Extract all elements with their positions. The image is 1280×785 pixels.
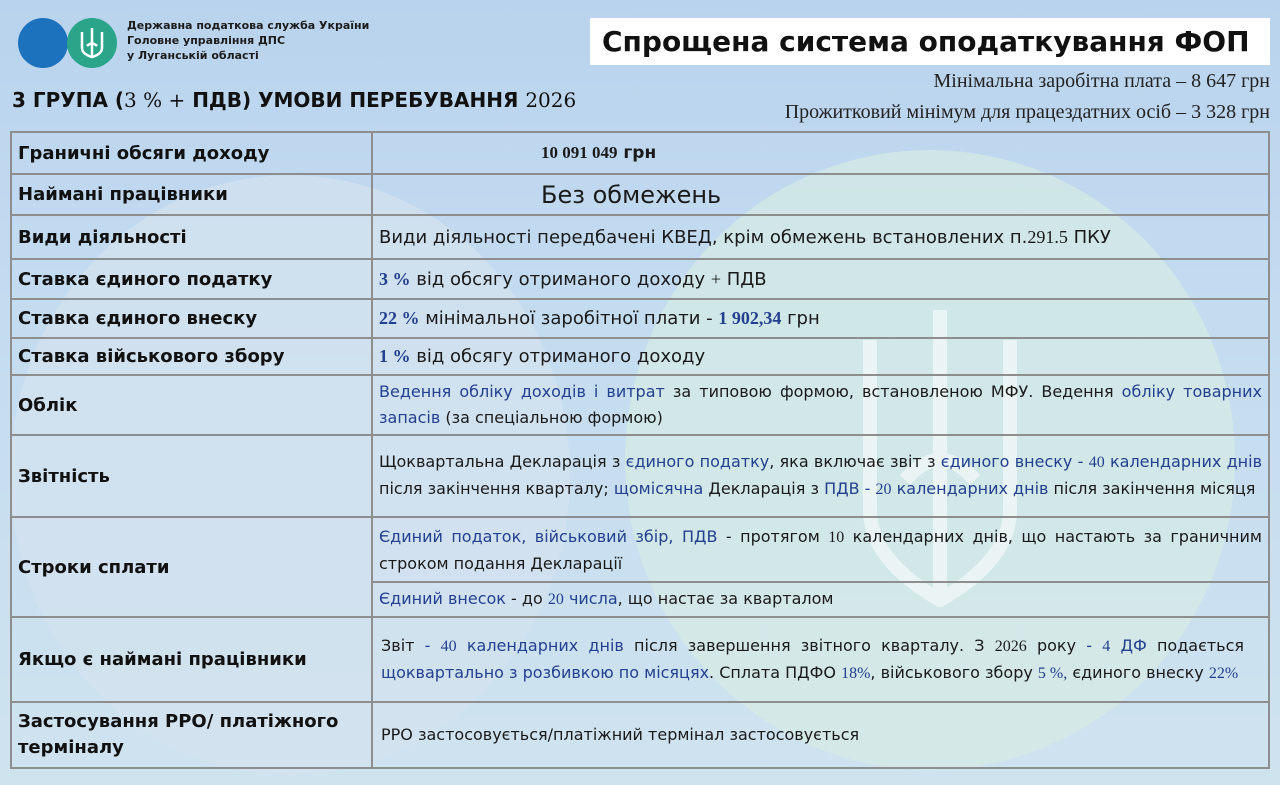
employees-text: після завершення звітного кварталу. З (623, 635, 995, 655)
activity-text: Види діяльності передбачені КВЕД, крім обмежень встановлених п. (379, 226, 1028, 248)
table-row (11, 702, 1269, 768)
row-label: Ставка військового збору (11, 338, 372, 375)
single-tax-rate: 3 % (379, 268, 411, 289)
table-row (11, 517, 1269, 582)
single-contribution-tail: грн (781, 308, 820, 329)
payment-value-1 (372, 517, 1269, 582)
row-label: Застосування РРО/ платіжного терміналу (11, 702, 372, 768)
employees-value (372, 617, 1269, 702)
dps-logo-icon (18, 18, 68, 68)
activity-article: 291.5 (1027, 226, 1068, 247)
conditions-table (10, 131, 1270, 769)
table-row (11, 259, 1269, 299)
reporting-highlight: єдиного внеску (940, 452, 1073, 471)
reporting-highlight: - (1072, 452, 1089, 471)
subtitle-vat: ПДВ (185, 88, 242, 112)
reporting-number: 20 (875, 481, 892, 498)
payment-number: 20 (547, 591, 564, 608)
org-line-1: Державна податкова служба України (127, 19, 370, 32)
min-wage-info: Мінімальна заробітна плата – 8 647 грн (933, 70, 1270, 92)
employees-number: 4 (1102, 637, 1111, 655)
payment-number: 10 (828, 529, 845, 546)
reporting-number: 40 (1088, 454, 1105, 471)
activity-value (372, 215, 1269, 259)
row-label: Граничні обсяги доходу (11, 132, 372, 174)
employees-text: . Сплата ПДФО (709, 662, 842, 682)
reporting-text: Декларація з (703, 479, 825, 498)
accounting-highlight: Ведення обліку доходів і витрат (379, 382, 665, 401)
employees-text: , військового збору (870, 662, 1038, 682)
reporting-highlight: щомісячна (613, 479, 704, 498)
military-value (372, 338, 1269, 375)
subtitle-conditions: ) УМОВИ ПЕРЕБУВАННЯ (242, 88, 526, 112)
single-tax-text: від обсягу отриманого доходу (410, 268, 711, 290)
row-label: Звітність (11, 435, 372, 517)
accounting-value (372, 375, 1269, 435)
accounting-text: за типовою формою, встановленою МФУ. Ведення (664, 382, 1122, 401)
employees-number: 40 (440, 637, 457, 655)
row-label: Облік (11, 375, 372, 435)
payment-text: календарних днів, що настають за граничним строком подання Декларації (379, 527, 1262, 573)
employees-highlight: - (424, 635, 441, 655)
payment-highlight: числа (563, 589, 618, 608)
table-row (11, 617, 1269, 702)
reporting-text: після закінчення кварталу; (379, 479, 614, 498)
employees-text: єдиного внеску (1067, 662, 1209, 682)
row-label: Якщо є наймані працівники (11, 617, 372, 702)
employees-text: року (1026, 635, 1087, 655)
row-label: Види діяльності (11, 215, 372, 259)
military-rate: 1 % (379, 346, 411, 366)
single-contribution-text: мінімальної заробітної плати - (419, 308, 719, 329)
income-limit-value (372, 132, 1269, 174)
accounting-highlight: обліку товарних запасів (379, 382, 1263, 427)
single-tax-plus: + (710, 268, 721, 289)
income-number: 10 091 049 (541, 143, 618, 162)
reporting-text: після закінчення місяця (1048, 479, 1256, 498)
row-label: Наймані працівники (11, 174, 372, 215)
row-label: Ставка єдиного податку (11, 259, 372, 299)
table-row (11, 174, 1269, 215)
reporting-text: , яка включає звіт з (769, 452, 941, 471)
payment-text: - до (505, 589, 548, 608)
employees-highlight: ДФ (1110, 635, 1147, 655)
organization-name (127, 18, 369, 63)
single-contribution-value (372, 299, 1269, 338)
employees-highlight: - (1086, 635, 1103, 655)
subtitle-year: 2026 (525, 88, 577, 112)
page-title: Спрощена система оподаткування ФОП (590, 18, 1270, 65)
org-line-3: у Луганській області (127, 49, 259, 62)
payment-text: - протягом (717, 527, 829, 546)
row-label: Строки сплати (11, 517, 372, 617)
payment-value-2 (372, 582, 1269, 617)
reporting-highlight: ПДВ - (824, 479, 876, 498)
single-tax-value (372, 259, 1269, 299)
employees-number: 22% (1208, 664, 1239, 682)
subtitle-part: 3 ГРУПА ( (12, 88, 125, 112)
reporting-highlight: єдиного податку (625, 452, 770, 471)
military-text: від обсягу отриманого доходу (410, 346, 706, 367)
reporting-text: Щоквартальна Декларація з (379, 452, 626, 471)
table-row (11, 375, 1269, 435)
single-contribution-amount: 1 902,34 (718, 308, 782, 328)
table-row (11, 132, 1269, 174)
income-unit: грн (617, 143, 657, 163)
employees-number: 18% (841, 664, 871, 682)
employees-highlight: календарних днів (456, 635, 624, 655)
activity-tail: ПКУ (1067, 226, 1111, 248)
reporting-highlight: календарних днів (891, 479, 1049, 498)
payment-text: , що настає за кварталом (617, 589, 834, 608)
employees-number: 2026 (994, 637, 1027, 655)
payment-highlight: Єдиний внесок (379, 589, 506, 608)
row-label: Ставка єдиного внеску (11, 299, 372, 338)
payment-highlight: Єдиний податок, військовий збір, ПДВ (379, 527, 718, 546)
workers-value: Без обмежень (372, 174, 1269, 215)
employees-text: Звіт (381, 635, 425, 655)
org-line-2: Головне управління ДПС (127, 34, 286, 47)
employees-number: 5 %, (1037, 664, 1068, 682)
table-row (11, 338, 1269, 375)
employees-text: подається (1146, 635, 1245, 655)
table-row (11, 299, 1269, 338)
subtitle-rate: 3 % + (124, 88, 186, 112)
reporting-highlight: календарних днів (1104, 452, 1263, 471)
trident-logo-icon (67, 18, 117, 68)
single-contribution-rate: 22 % (379, 308, 420, 328)
table-row (11, 435, 1269, 517)
employees-highlight: щоквартально з розбивкою по місяцях (381, 662, 710, 682)
reporting-value (372, 435, 1269, 517)
accounting-text: (за спеціальною формою) (440, 408, 663, 427)
single-tax-tail: ПДВ (720, 268, 767, 290)
subsistence-info: Прожитковий мінімум для працездатних осіб – 3 328 грн (784, 101, 1270, 123)
subtitle (12, 88, 576, 112)
table-row (11, 215, 1269, 259)
prro-value: РРО застосовується/платіжний термінал застосовується (372, 702, 1269, 768)
